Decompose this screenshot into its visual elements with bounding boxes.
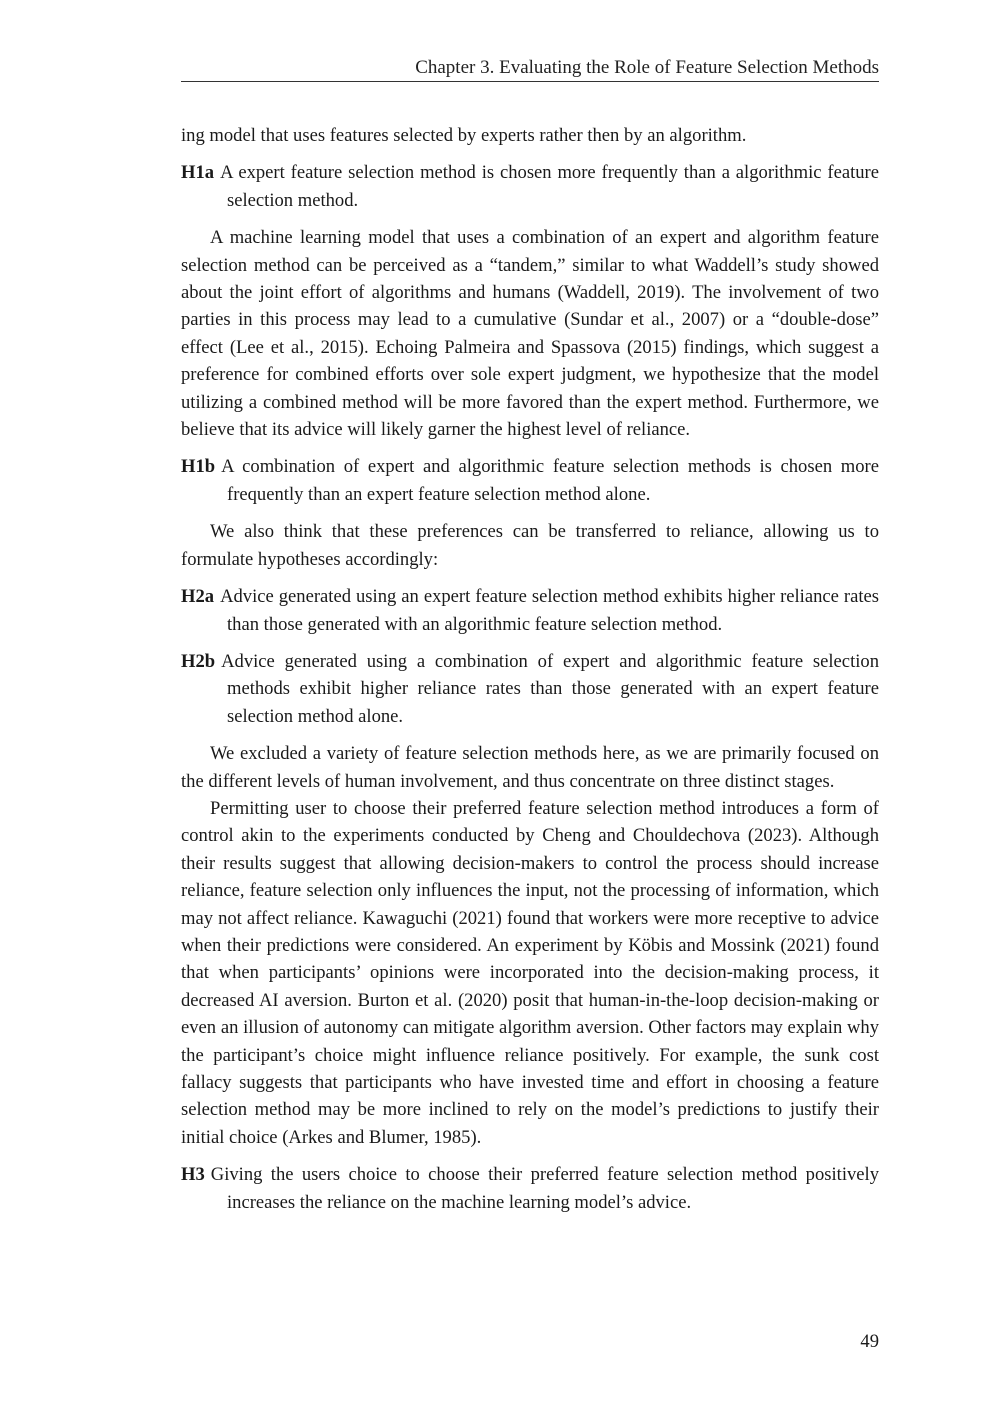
hypothesis-h2b [181, 648, 879, 730]
body-text [181, 122, 879, 1216]
hypothesis-label: H3 [181, 1164, 205, 1186]
hypothesis-label: H1a [181, 162, 215, 184]
page-number: 49 [860, 1331, 879, 1352]
hypothesis-text: Advice generated using a combination of expert and algorithmic feature selection methods exhibit higher reliance rates than those generated with an expert feature selection method alone. [221, 650, 879, 727]
paragraph-continuation: ing model that uses features selected by experts rather then by an algorithm. [181, 125, 747, 146]
hypothesis-text: Giving the users choice to choose their preferred feature selection method positively increases the reliance on the machine learning model’s advice. [210, 1164, 879, 1213]
hypothesis-label: H2b [181, 650, 216, 672]
hypothesis-text: A expert feature selection method is chosen more frequently than a algorithmic feature selection method. [220, 162, 879, 211]
header-rule [181, 81, 879, 82]
hypothesis-h3 [181, 1161, 879, 1216]
paragraph-control: Permitting user to choose their preferred feature selection method introduces a form of control akin to the experiments conducted by Cheng and Chouldechova (2023). Although their results suggest that allowing decision-makers to control the process should increase reliance, feature selection only influences the input, not the processing of information, which may not affect reliance. Kawaguchi (2021) found that workers were more receptive to advice when their predictions were considered. An experiment by Köbis and Mossink (2021) found that when participants’ opinions were incorporated into the decision-making process, it decreased AI aversion. Burton et al. (2020) posit that human-in-the-loop decision-making or even an illusion of autonomy can mitigate algorithm aversion. Other factors may explain why the participant’s choice might influence reliance positively. For example, the sunk cost fallacy suggests that participants who have invested time and effort in choosing a feature selection method may be more inclined to rely on the model’s predictions to justify their initial choice (Arkes and Blumer, 1985). [181, 797, 879, 1148]
hypothesis-label: H1b [181, 456, 216, 478]
hypothesis-h1b [181, 453, 879, 508]
hypothesis-text: A combination of expert and algorithmic feature selection methods is chosen more frequently than an expert feature selection method alone. [221, 456, 879, 505]
hypothesis-text: Advice generated using an expert feature selection method exhibits higher reliance rates than those generated with an algorithmic feature selection method. [220, 586, 879, 635]
hypothesis-label: H2a [181, 586, 215, 608]
hypothesis-h1a [181, 159, 879, 214]
paragraph-reliance: We also think that these preferences can be transferred to reliance, allowing us to formulate hypotheses accordingly: [181, 521, 879, 570]
paragraph-excluded: We excluded a variety of feature selection methods here, as we are primarily focused on the different levels of human involvement, and thus concentrate on three distinct stages. [181, 743, 879, 792]
paragraph-tandem: A machine learning model that uses a combination of an expert and algorithm feature selection method can be perceived as a “tandem,” similar to what Waddell’s study showed about the joint effort of algorithms and humans (Waddell, 2019). The involvement of two parties in this process may lead to a cumulative (Sundar et al., 2007) or a “double-dose” effect (Lee et al., 2015). Echoing Palmeira and Spassova (2015) findings, which suggest a preference for combined efforts over sole expert judgment, we hypothesize that the model utilizing a combined method will be more favored than the expert method. Furthermore, we believe that its advice will likely garner the highest level of reliance. [181, 227, 879, 441]
document-page [181, 0, 879, 1414]
running-header-title: Chapter 3. Evaluating the Role of Feature Selection Methods [415, 57, 879, 78]
hypothesis-h2a [181, 583, 879, 638]
